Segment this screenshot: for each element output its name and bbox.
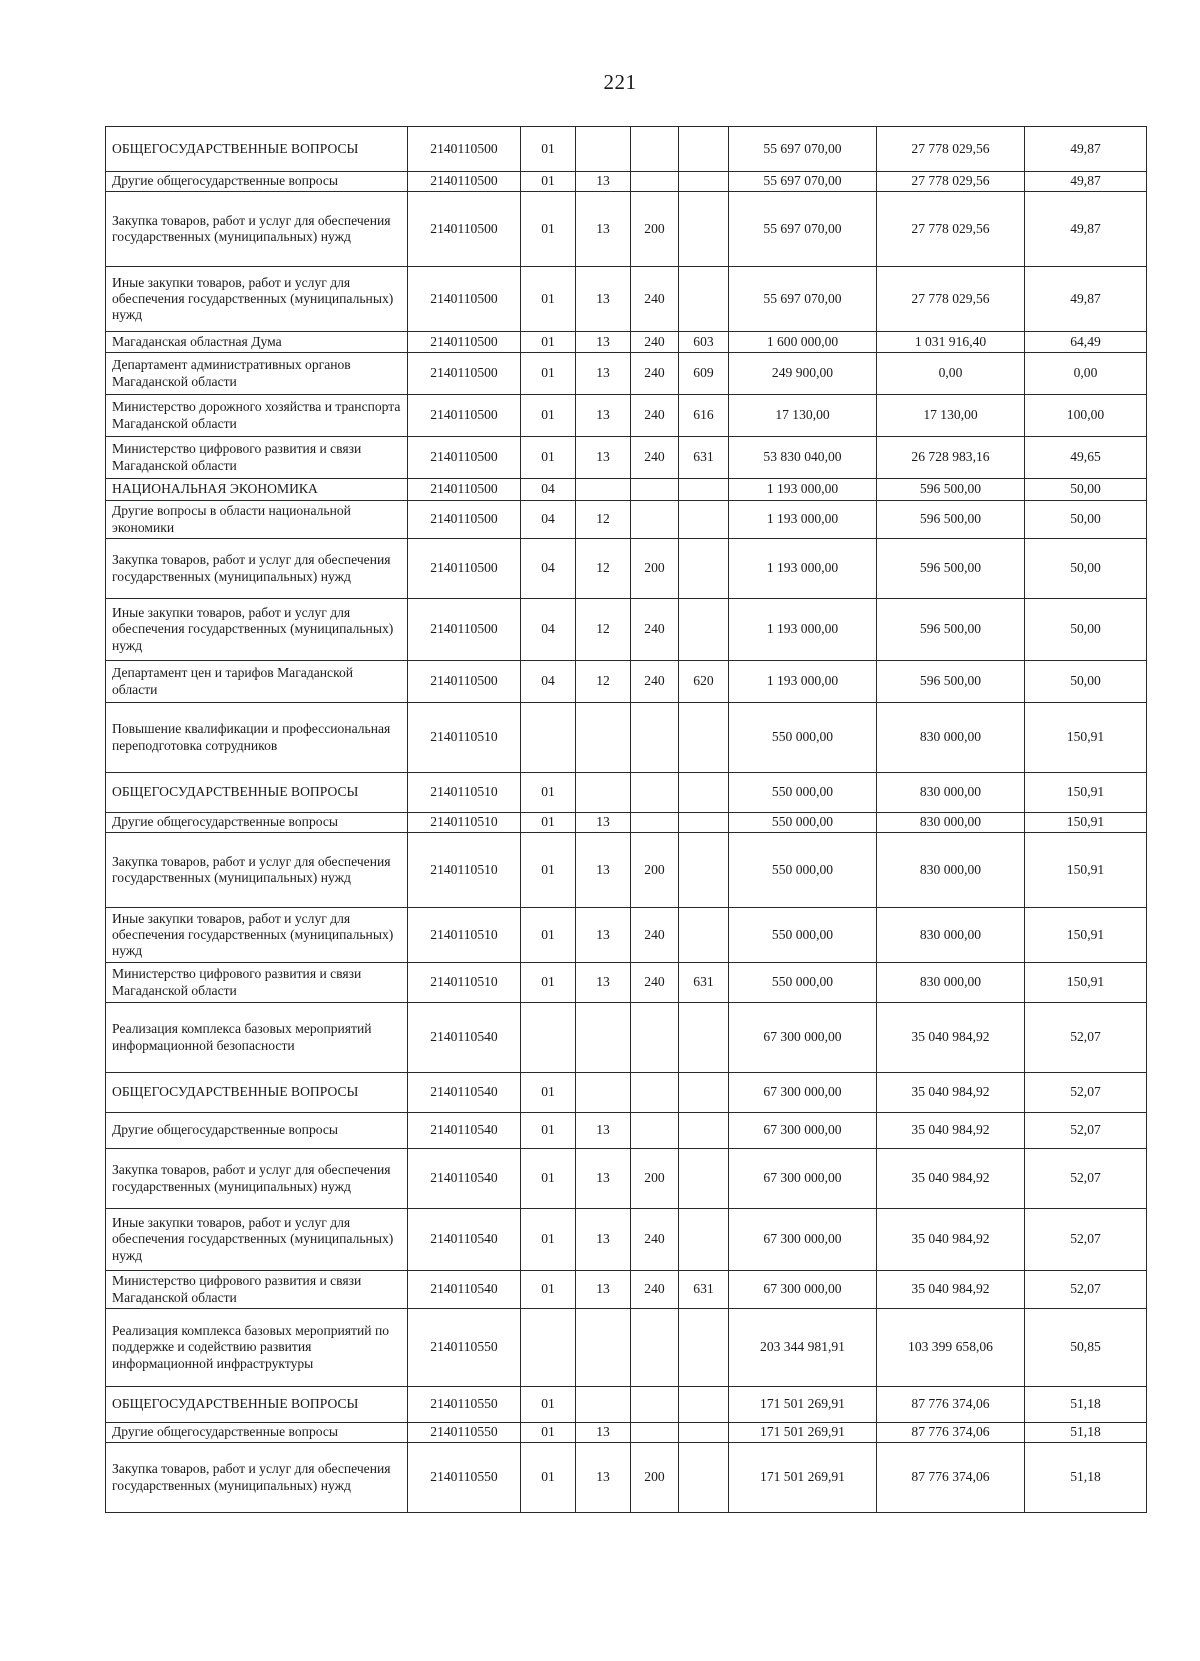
cell-expense-type: 240 (631, 908, 679, 963)
cell-planned-amount: 55 697 070,00 (729, 127, 877, 172)
cell-administrator: 616 (679, 395, 729, 437)
cell-name: Повышение квалификации и профессиональная переподготовка сотрудников (106, 703, 408, 773)
table-row (106, 1003, 1147, 1073)
cell-subsection (576, 1387, 631, 1423)
cell-planned-amount: 55 697 070,00 (729, 192, 877, 267)
cell-expense-type: 240 (631, 1209, 679, 1271)
cell-administrator: 631 (679, 1271, 729, 1309)
table-row (106, 1073, 1147, 1113)
cell-planned-amount: 550 000,00 (729, 773, 877, 813)
cell-target-article: 2140110540 (408, 1003, 521, 1073)
table-row (106, 501, 1147, 539)
cell-expense-type: 240 (631, 599, 679, 661)
cell-section: 04 (521, 539, 576, 599)
cell-actual-amount: 830 000,00 (877, 908, 1025, 963)
table-row (106, 395, 1147, 437)
cell-name: Закупка товаров, работ и услуг для обеспечения государственных (муниципальных) нужд (106, 539, 408, 599)
cell-target-article: 2140110510 (408, 963, 521, 1003)
cell-execution-percent: 50,00 (1025, 479, 1147, 501)
cell-administrator: 620 (679, 661, 729, 703)
cell-planned-amount: 1 600 000,00 (729, 332, 877, 353)
cell-subsection: 13 (576, 1113, 631, 1149)
cell-actual-amount: 35 040 984,92 (877, 1113, 1025, 1149)
cell-planned-amount: 550 000,00 (729, 908, 877, 963)
table-row (106, 172, 1147, 192)
cell-expense-type: 240 (631, 963, 679, 1003)
cell-name: Закупка товаров, работ и услуг для обеспечения государственных (муниципальных) нужд (106, 192, 408, 267)
cell-administrator (679, 1003, 729, 1073)
cell-execution-percent: 49,87 (1025, 192, 1147, 267)
cell-section: 01 (521, 267, 576, 332)
cell-actual-amount: 1 031 916,40 (877, 332, 1025, 353)
cell-planned-amount: 55 697 070,00 (729, 172, 877, 192)
cell-administrator (679, 908, 729, 963)
table-row (106, 1423, 1147, 1443)
cell-expense-type: 240 (631, 353, 679, 395)
cell-actual-amount: 596 500,00 (877, 599, 1025, 661)
cell-target-article: 2140110540 (408, 1149, 521, 1209)
cell-actual-amount: 35 040 984,92 (877, 1003, 1025, 1073)
cell-administrator (679, 172, 729, 192)
cell-execution-percent: 51,18 (1025, 1443, 1147, 1513)
cell-administrator (679, 127, 729, 172)
cell-section: 01 (521, 908, 576, 963)
cell-execution-percent: 150,91 (1025, 703, 1147, 773)
table-row (106, 1309, 1147, 1387)
cell-name: Другие общегосударственные вопросы (106, 813, 408, 833)
table-row (106, 813, 1147, 833)
cell-expense-type: 240 (631, 661, 679, 703)
cell-target-article: 2140110540 (408, 1209, 521, 1271)
cell-planned-amount: 550 000,00 (729, 703, 877, 773)
table-row (106, 332, 1147, 353)
cell-subsection: 13 (576, 908, 631, 963)
cell-administrator (679, 1149, 729, 1209)
cell-execution-percent: 64,49 (1025, 332, 1147, 353)
cell-execution-percent: 52,07 (1025, 1073, 1147, 1113)
cell-expense-type (631, 1113, 679, 1149)
cell-section: 01 (521, 1271, 576, 1309)
cell-execution-percent: 52,07 (1025, 1271, 1147, 1309)
cell-actual-amount: 596 500,00 (877, 479, 1025, 501)
table-row (106, 908, 1147, 963)
cell-actual-amount: 26 728 983,16 (877, 437, 1025, 479)
cell-name: Министерство дорожного хозяйства и транспорта Магаданской области (106, 395, 408, 437)
cell-actual-amount: 87 776 374,06 (877, 1387, 1025, 1423)
cell-subsection: 13 (576, 1271, 631, 1309)
cell-expense-type: 200 (631, 1149, 679, 1209)
cell-administrator (679, 599, 729, 661)
cell-section: 04 (521, 661, 576, 703)
cell-name: Другие вопросы в области национальной экономики (106, 501, 408, 539)
cell-target-article: 2140110500 (408, 127, 521, 172)
cell-subsection: 13 (576, 395, 631, 437)
cell-target-article: 2140110510 (408, 813, 521, 833)
cell-actual-amount: 35 040 984,92 (877, 1073, 1025, 1113)
cell-execution-percent: 0,00 (1025, 353, 1147, 395)
cell-section (521, 1309, 576, 1387)
cell-subsection: 13 (576, 833, 631, 908)
cell-target-article: 2140110540 (408, 1073, 521, 1113)
table-row (106, 127, 1147, 172)
cell-expense-type (631, 1003, 679, 1073)
cell-planned-amount: 67 300 000,00 (729, 1271, 877, 1309)
cell-actual-amount: 0,00 (877, 353, 1025, 395)
cell-subsection (576, 1309, 631, 1387)
cell-target-article: 2140110500 (408, 501, 521, 539)
cell-planned-amount: 67 300 000,00 (729, 1113, 877, 1149)
cell-actual-amount: 27 778 029,56 (877, 127, 1025, 172)
table-row (106, 661, 1147, 703)
cell-target-article: 2140110500 (408, 599, 521, 661)
cell-planned-amount: 1 193 000,00 (729, 479, 877, 501)
cell-execution-percent: 52,07 (1025, 1209, 1147, 1271)
cell-section: 04 (521, 479, 576, 501)
cell-target-article: 2140110550 (408, 1309, 521, 1387)
cell-actual-amount: 27 778 029,56 (877, 267, 1025, 332)
table-row (106, 1271, 1147, 1309)
cell-administrator: 631 (679, 437, 729, 479)
cell-planned-amount: 67 300 000,00 (729, 1149, 877, 1209)
cell-administrator (679, 1387, 729, 1423)
table-row (106, 267, 1147, 332)
cell-name: Другие общегосударственные вопросы (106, 172, 408, 192)
cell-execution-percent: 150,91 (1025, 773, 1147, 813)
table-row (106, 599, 1147, 661)
cell-planned-amount: 550 000,00 (729, 963, 877, 1003)
cell-section: 01 (521, 813, 576, 833)
cell-name: Закупка товаров, работ и услуг для обеспечения государственных (муниципальных) нужд (106, 833, 408, 908)
cell-expense-type: 240 (631, 1271, 679, 1309)
cell-administrator (679, 479, 729, 501)
cell-section: 01 (521, 1149, 576, 1209)
cell-planned-amount: 171 501 269,91 (729, 1443, 877, 1513)
cell-name: Министерство цифрового развития и связи Магаданской области (106, 437, 408, 479)
cell-planned-amount: 67 300 000,00 (729, 1209, 877, 1271)
page-number: 221 (603, 70, 637, 94)
cell-section: 01 (521, 1113, 576, 1149)
cell-planned-amount: 550 000,00 (729, 813, 877, 833)
cell-planned-amount: 1 193 000,00 (729, 501, 877, 539)
cell-execution-percent: 51,18 (1025, 1387, 1147, 1423)
cell-name: Иные закупки товаров, работ и услуг для обеспечения государственных (муниципальных) нужд (106, 1209, 408, 1271)
cell-expense-type (631, 127, 679, 172)
cell-section (521, 1003, 576, 1073)
cell-subsection: 13 (576, 172, 631, 192)
cell-actual-amount: 87 776 374,06 (877, 1443, 1025, 1513)
cell-subsection: 13 (576, 437, 631, 479)
cell-planned-amount: 249 900,00 (729, 353, 877, 395)
cell-target-article: 2140110500 (408, 172, 521, 192)
cell-subsection (576, 479, 631, 501)
cell-actual-amount: 596 500,00 (877, 539, 1025, 599)
cell-target-article: 2140110500 (408, 267, 521, 332)
cell-expense-type: 240 (631, 332, 679, 353)
cell-administrator (679, 1423, 729, 1443)
cell-administrator (679, 1209, 729, 1271)
cell-subsection (576, 703, 631, 773)
cell-administrator (679, 267, 729, 332)
cell-actual-amount: 830 000,00 (877, 813, 1025, 833)
cell-section: 04 (521, 599, 576, 661)
cell-name: Департамент цен и тарифов Магаданской области (106, 661, 408, 703)
cell-actual-amount: 596 500,00 (877, 661, 1025, 703)
cell-section: 01 (521, 1423, 576, 1443)
cell-subsection: 13 (576, 267, 631, 332)
cell-subsection (576, 1073, 631, 1113)
cell-subsection: 13 (576, 1209, 631, 1271)
cell-actual-amount: 87 776 374,06 (877, 1423, 1025, 1443)
cell-execution-percent: 50,00 (1025, 599, 1147, 661)
cell-planned-amount: 67 300 000,00 (729, 1073, 877, 1113)
cell-expense-type: 200 (631, 192, 679, 267)
cell-target-article: 2140110510 (408, 908, 521, 963)
cell-target-article: 2140110510 (408, 773, 521, 813)
cell-execution-percent: 52,07 (1025, 1113, 1147, 1149)
cell-subsection: 13 (576, 963, 631, 1003)
table-row (106, 1149, 1147, 1209)
cell-execution-percent: 150,91 (1025, 963, 1147, 1003)
cell-planned-amount: 203 344 981,91 (729, 1309, 877, 1387)
cell-planned-amount: 17 130,00 (729, 395, 877, 437)
cell-target-article: 2140110500 (408, 437, 521, 479)
cell-section: 01 (521, 127, 576, 172)
table-row (106, 192, 1147, 267)
cell-section: 04 (521, 501, 576, 539)
cell-actual-amount: 35 040 984,92 (877, 1149, 1025, 1209)
cell-expense-type: 240 (631, 437, 679, 479)
cell-expense-type (631, 172, 679, 192)
cell-section: 01 (521, 172, 576, 192)
cell-name: Министерство цифрового развития и связи Магаданской области (106, 1271, 408, 1309)
cell-planned-amount: 1 193 000,00 (729, 599, 877, 661)
cell-execution-percent: 150,91 (1025, 908, 1147, 963)
cell-planned-amount: 171 501 269,91 (729, 1387, 877, 1423)
cell-expense-type: 240 (631, 395, 679, 437)
cell-name: Закупка товаров, работ и услуг для обеспечения государственных (муниципальных) нужд (106, 1149, 408, 1209)
cell-subsection: 12 (576, 501, 631, 539)
cell-name: Реализация комплекса базовых мероприятий информационной безопасности (106, 1003, 408, 1073)
table-row (106, 1113, 1147, 1149)
table-row (106, 963, 1147, 1003)
cell-section: 01 (521, 1209, 576, 1271)
cell-actual-amount: 830 000,00 (877, 703, 1025, 773)
cell-actual-amount: 27 778 029,56 (877, 192, 1025, 267)
cell-administrator: 631 (679, 963, 729, 1003)
cell-administrator (679, 501, 729, 539)
cell-section: 01 (521, 395, 576, 437)
cell-administrator (679, 539, 729, 599)
cell-execution-percent: 50,85 (1025, 1309, 1147, 1387)
cell-administrator (679, 1309, 729, 1387)
cell-target-article: 2140110550 (408, 1387, 521, 1423)
cell-name: Другие общегосударственные вопросы (106, 1113, 408, 1149)
cell-subsection: 13 (576, 332, 631, 353)
table-row (106, 1387, 1147, 1423)
cell-subsection: 13 (576, 1443, 631, 1513)
cell-planned-amount: 1 193 000,00 (729, 539, 877, 599)
budget-execution-table (105, 126, 1147, 1513)
cell-target-article: 2140110550 (408, 1443, 521, 1513)
cell-target-article: 2140110500 (408, 192, 521, 267)
cell-planned-amount: 53 830 040,00 (729, 437, 877, 479)
cell-planned-amount: 550 000,00 (729, 833, 877, 908)
cell-execution-percent: 51,18 (1025, 1423, 1147, 1443)
cell-subsection: 12 (576, 661, 631, 703)
cell-name: Иные закупки товаров, работ и услуг для обеспечения государственных (муниципальных) нужд (106, 599, 408, 661)
cell-name: ОБЩЕГОСУДАРСТВЕННЫЕ ВОПРОСЫ (106, 1073, 408, 1113)
cell-expense-type (631, 773, 679, 813)
cell-planned-amount: 171 501 269,91 (729, 1423, 877, 1443)
cell-actual-amount: 830 000,00 (877, 963, 1025, 1003)
cell-expense-type: 200 (631, 833, 679, 908)
cell-administrator (679, 773, 729, 813)
cell-actual-amount: 596 500,00 (877, 501, 1025, 539)
cell-section: 01 (521, 833, 576, 908)
cell-administrator: 609 (679, 353, 729, 395)
table-row (106, 1443, 1147, 1513)
cell-expense-type: 240 (631, 267, 679, 332)
cell-subsection: 12 (576, 599, 631, 661)
cell-planned-amount: 55 697 070,00 (729, 267, 877, 332)
table-row (106, 833, 1147, 908)
cell-execution-percent: 150,91 (1025, 833, 1147, 908)
cell-subsection: 13 (576, 1423, 631, 1443)
cell-target-article: 2140110510 (408, 703, 521, 773)
cell-subsection (576, 773, 631, 813)
cell-name: Реализация комплекса базовых мероприятий по поддержке и содействию развития информационной инфраструктуры (106, 1309, 408, 1387)
cell-administrator (679, 192, 729, 267)
cell-execution-percent: 49,87 (1025, 127, 1147, 172)
table-row (106, 539, 1147, 599)
cell-section: 01 (521, 437, 576, 479)
cell-section: 01 (521, 192, 576, 267)
cell-actual-amount: 17 130,00 (877, 395, 1025, 437)
cell-expense-type (631, 479, 679, 501)
table-row (106, 1209, 1147, 1271)
cell-administrator (679, 833, 729, 908)
cell-expense-type (631, 703, 679, 773)
cell-name: НАЦИОНАЛЬНАЯ ЭКОНОМИКА (106, 479, 408, 501)
cell-target-article: 2140110500 (408, 539, 521, 599)
cell-administrator (679, 1113, 729, 1149)
cell-section: 01 (521, 773, 576, 813)
cell-name: Иные закупки товаров, работ и услуг для обеспечения государственных (муниципальных) нужд (106, 908, 408, 963)
cell-name: Другие общегосударственные вопросы (106, 1423, 408, 1443)
table-row (106, 353, 1147, 395)
cell-name: Магаданская областная Дума (106, 332, 408, 353)
table-row (106, 703, 1147, 773)
cell-expense-type (631, 1387, 679, 1423)
cell-section: 01 (521, 1387, 576, 1423)
cell-name: ОБЩЕГОСУДАРСТВЕННЫЕ ВОПРОСЫ (106, 1387, 408, 1423)
cell-execution-percent: 49,65 (1025, 437, 1147, 479)
cell-name: Министерство цифрового развития и связи Магаданской области (106, 963, 408, 1003)
cell-section (521, 703, 576, 773)
cell-name: Закупка товаров, работ и услуг для обеспечения государственных (муниципальных) нужд (106, 1443, 408, 1513)
cell-administrator (679, 703, 729, 773)
cell-execution-percent: 52,07 (1025, 1003, 1147, 1073)
cell-expense-type (631, 813, 679, 833)
cell-execution-percent: 50,00 (1025, 539, 1147, 599)
table-row (106, 479, 1147, 501)
cell-target-article: 2140110540 (408, 1271, 521, 1309)
cell-section: 01 (521, 1073, 576, 1113)
cell-execution-percent: 100,00 (1025, 395, 1147, 437)
cell-execution-percent: 49,87 (1025, 172, 1147, 192)
table-body (106, 127, 1147, 1513)
cell-expense-type (631, 1073, 679, 1113)
cell-expense-type: 200 (631, 1443, 679, 1513)
cell-execution-percent: 50,00 (1025, 661, 1147, 703)
cell-actual-amount: 830 000,00 (877, 833, 1025, 908)
cell-expense-type: 200 (631, 539, 679, 599)
cell-administrator (679, 813, 729, 833)
cell-name: ОБЩЕГОСУДАРСТВЕННЫЕ ВОПРОСЫ (106, 127, 408, 172)
cell-target-article: 2140110510 (408, 833, 521, 908)
cell-actual-amount: 830 000,00 (877, 773, 1025, 813)
cell-expense-type (631, 1309, 679, 1387)
cell-administrator (679, 1443, 729, 1513)
cell-planned-amount: 67 300 000,00 (729, 1003, 877, 1073)
cell-section: 01 (521, 963, 576, 1003)
cell-planned-amount: 1 193 000,00 (729, 661, 877, 703)
cell-administrator (679, 1073, 729, 1113)
cell-expense-type (631, 1423, 679, 1443)
cell-target-article: 2140110550 (408, 1423, 521, 1443)
cell-target-article: 2140110500 (408, 332, 521, 353)
cell-section: 01 (521, 332, 576, 353)
cell-actual-amount: 103 399 658,06 (877, 1309, 1025, 1387)
table-row (106, 437, 1147, 479)
cell-execution-percent: 50,00 (1025, 501, 1147, 539)
cell-target-article: 2140110540 (408, 1113, 521, 1149)
cell-section: 01 (521, 353, 576, 395)
cell-subsection: 13 (576, 353, 631, 395)
cell-execution-percent: 150,91 (1025, 813, 1147, 833)
cell-actual-amount: 35 040 984,92 (877, 1209, 1025, 1271)
cell-subsection: 13 (576, 1149, 631, 1209)
cell-target-article: 2140110500 (408, 479, 521, 501)
table-row (106, 773, 1147, 813)
cell-section: 01 (521, 1443, 576, 1513)
cell-execution-percent: 49,87 (1025, 267, 1147, 332)
cell-subsection: 13 (576, 192, 631, 267)
cell-actual-amount: 27 778 029,56 (877, 172, 1025, 192)
cell-target-article: 2140110500 (408, 353, 521, 395)
cell-subsection (576, 127, 631, 172)
cell-execution-percent: 52,07 (1025, 1149, 1147, 1209)
cell-actual-amount: 35 040 984,92 (877, 1271, 1025, 1309)
cell-target-article: 2140110500 (408, 661, 521, 703)
cell-expense-type (631, 501, 679, 539)
cell-subsection: 13 (576, 813, 631, 833)
cell-name: Иные закупки товаров, работ и услуг для обеспечения государственных (муниципальных) нужд (106, 267, 408, 332)
cell-administrator: 603 (679, 332, 729, 353)
cell-subsection: 12 (576, 539, 631, 599)
cell-target-article: 2140110500 (408, 395, 521, 437)
cell-name: ОБЩЕГОСУДАРСТВЕННЫЕ ВОПРОСЫ (106, 773, 408, 813)
cell-name: Департамент административных органов Магаданской области (106, 353, 408, 395)
cell-subsection (576, 1003, 631, 1073)
